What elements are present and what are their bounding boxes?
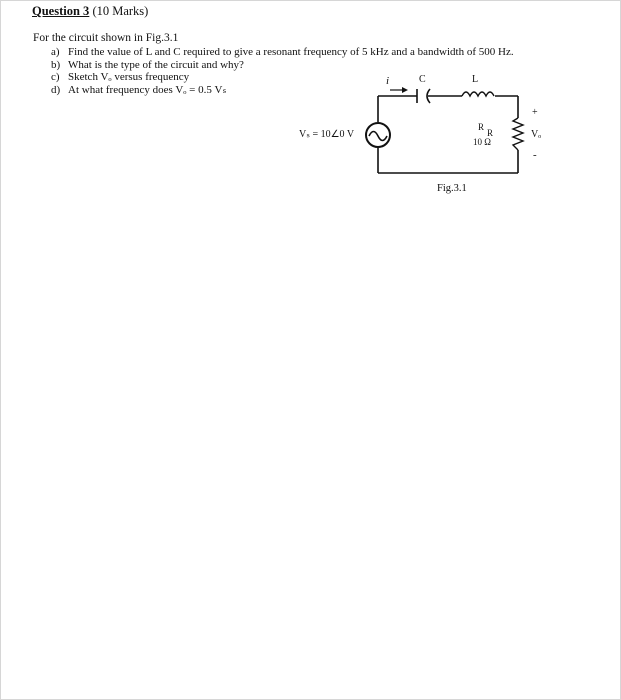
resistor-label-inner: R <box>487 128 494 138</box>
current-arrow-icon <box>390 87 408 93</box>
item-text: At what frequency does Vₒ = 0.5 Vₛ <box>68 83 227 96</box>
output-plus-sign: + <box>532 107 538 118</box>
item-text: Find the value of L and C required to give a resonant frequency of 5 kHz and a bandwidth of 500 Hz. <box>68 46 514 58</box>
figure-caption: Fig.3.1 <box>437 183 467 194</box>
inductor-coil-icon <box>462 92 494 96</box>
resistor-label: R <box>478 122 485 132</box>
output-label: Vₒ <box>531 129 542 140</box>
circuit-diagram <box>290 70 560 180</box>
question-title: Question 3 <box>32 4 90 18</box>
resistor-value: 10 Ω <box>473 137 491 147</box>
question-intro: For the circuit shown in Fig.3.1 <box>33 32 179 44</box>
item-label: b) <box>51 58 61 71</box>
resistor-zigzag-icon <box>513 118 523 150</box>
circuit-wires <box>378 96 518 173</box>
inductor-label: L <box>472 74 479 85</box>
capacitor-label: C <box>419 74 426 85</box>
current-label: i <box>386 75 390 87</box>
item-text: What is the type of the circuit and why? <box>68 58 244 71</box>
question-marks: (10 Marks) <box>92 4 149 18</box>
item-text: Sketch Vₒ versus frequency <box>68 71 190 84</box>
question-heading <box>32 4 148 19</box>
item-label: d) <box>51 83 61 96</box>
output-minus-sign: - <box>533 149 537 161</box>
item-label: c) <box>51 71 60 84</box>
item-label: a) <box>51 46 60 58</box>
question-item-a <box>51 46 514 59</box>
source-label: Vₛ = 10∠0 V <box>299 129 355 140</box>
